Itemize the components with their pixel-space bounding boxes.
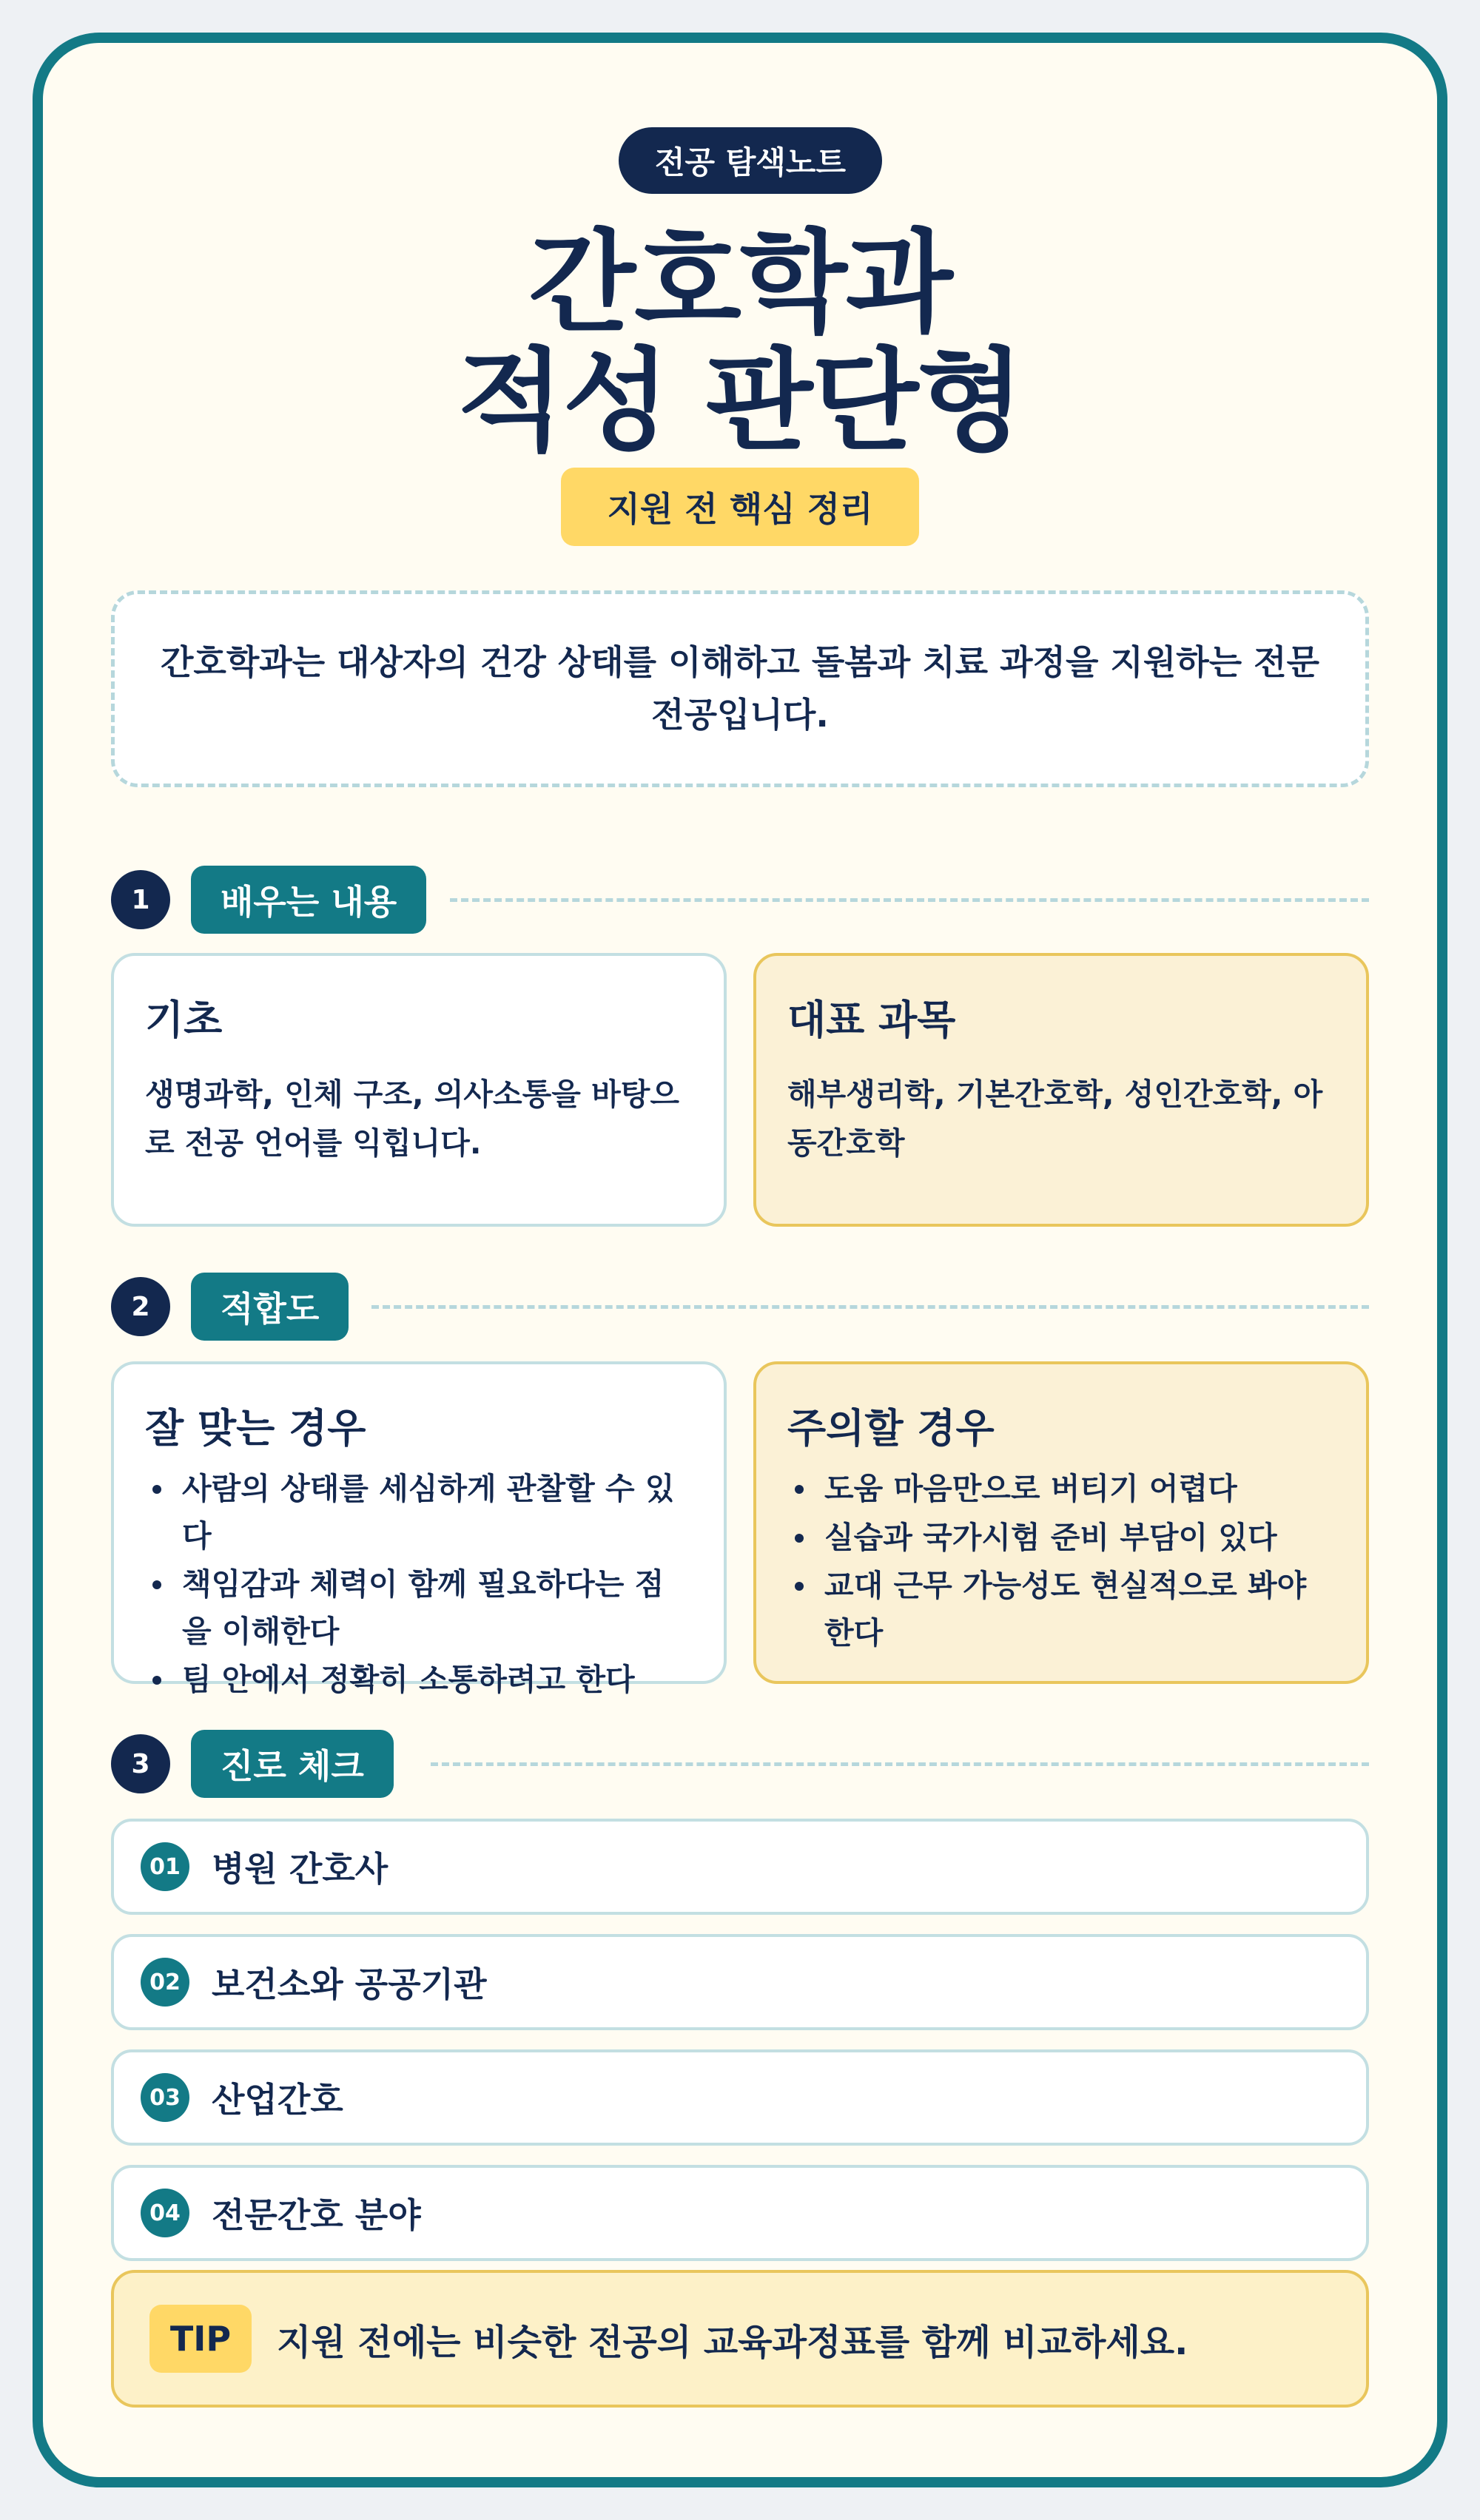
card-text: 생명과학, 인체 구조, 의사소통을 바탕으로 전공 언어를 익힙니다. xyxy=(145,1077,679,1161)
card-title: 기초 xyxy=(145,997,223,1043)
card-text: 해부생리학, 기본간호학, 성인간호학, 아동간호학 xyxy=(787,1077,1323,1161)
intro-box xyxy=(111,590,1369,787)
career-item-3 xyxy=(111,2049,1369,2146)
card-good-fit xyxy=(111,1361,727,1698)
tip-box xyxy=(111,2270,1369,2408)
section-header-1 xyxy=(111,866,1369,934)
section-label: 적합도 xyxy=(191,1273,349,1341)
section-divider xyxy=(450,898,1369,902)
card-title: 대표 과목 xyxy=(787,997,956,1043)
career-item-4 xyxy=(111,2165,1369,2261)
section-divider xyxy=(431,1762,1369,1766)
career-number: 01 xyxy=(141,1842,189,1891)
section-number: 1 xyxy=(111,870,170,929)
career-text: 병원 간호사 xyxy=(212,1849,388,1889)
page-title-line1: 간호학과 xyxy=(528,219,952,348)
tip-label: TIP xyxy=(149,2305,252,2373)
card-title: 잘 맞는 경우 xyxy=(145,1405,366,1452)
list-item: 사람의 상태를 세심하게 관찰할 수 있다 xyxy=(145,1466,693,1560)
card-caution xyxy=(753,1361,1369,1684)
career-item-2 xyxy=(111,1934,1369,2030)
list-item: 책임감과 체력이 함께 필요하다는 점을 이해한다 xyxy=(145,1561,693,1655)
list-item: 도움 마음만으로 버티기 어렵다 xyxy=(787,1466,1335,1513)
career-text: 전문간호 분야 xyxy=(212,2195,421,2235)
top-badge: 전공 탐색노트 xyxy=(619,127,882,194)
section-header-2 xyxy=(111,1273,1369,1341)
page-title-line2: 적성 판단형 xyxy=(457,337,1023,466)
list-item: 팀 안에서 정확히 소통하려고 한다 xyxy=(145,1657,693,1704)
section-label: 진로 체크 xyxy=(191,1730,394,1798)
card-subjects xyxy=(753,953,1369,1227)
career-text: 보건소와 공공기관 xyxy=(212,1964,487,2004)
poster-frame xyxy=(33,33,1447,2487)
section-number: 2 xyxy=(111,1277,170,1336)
card-title: 주의할 경우 xyxy=(787,1405,995,1452)
career-item-1 xyxy=(111,1819,1369,1915)
caution-list xyxy=(787,1466,1335,1657)
section-header-3 xyxy=(111,1730,1369,1798)
tip-text: 지원 전에는 비슷한 전공의 교육과정표를 함께 비교하세요. xyxy=(277,2321,1188,2363)
section-divider xyxy=(371,1305,1369,1309)
career-number: 02 xyxy=(141,1958,189,2007)
list-item: 교대 근무 가능성도 현실적으로 봐야 한다 xyxy=(787,1563,1335,1657)
intro-text: 간호학과는 대상자의 건강 상태를 이해하고 돌봄과 치료 과정을 지원하는 전문 전공입니다. xyxy=(160,641,1320,735)
career-number: 04 xyxy=(141,2189,189,2237)
career-text: 산업간호 xyxy=(212,2080,343,2120)
career-number: 03 xyxy=(141,2073,189,2122)
card-basics xyxy=(111,953,727,1227)
section-label: 배우는 내용 xyxy=(191,866,426,934)
subtitle-badge: 지원 전 핵심 정리 xyxy=(561,468,919,546)
good-fit-list xyxy=(145,1466,693,1704)
list-item: 실습과 국가시험 준비 부담이 있다 xyxy=(787,1515,1335,1562)
section-number: 3 xyxy=(111,1734,170,1793)
